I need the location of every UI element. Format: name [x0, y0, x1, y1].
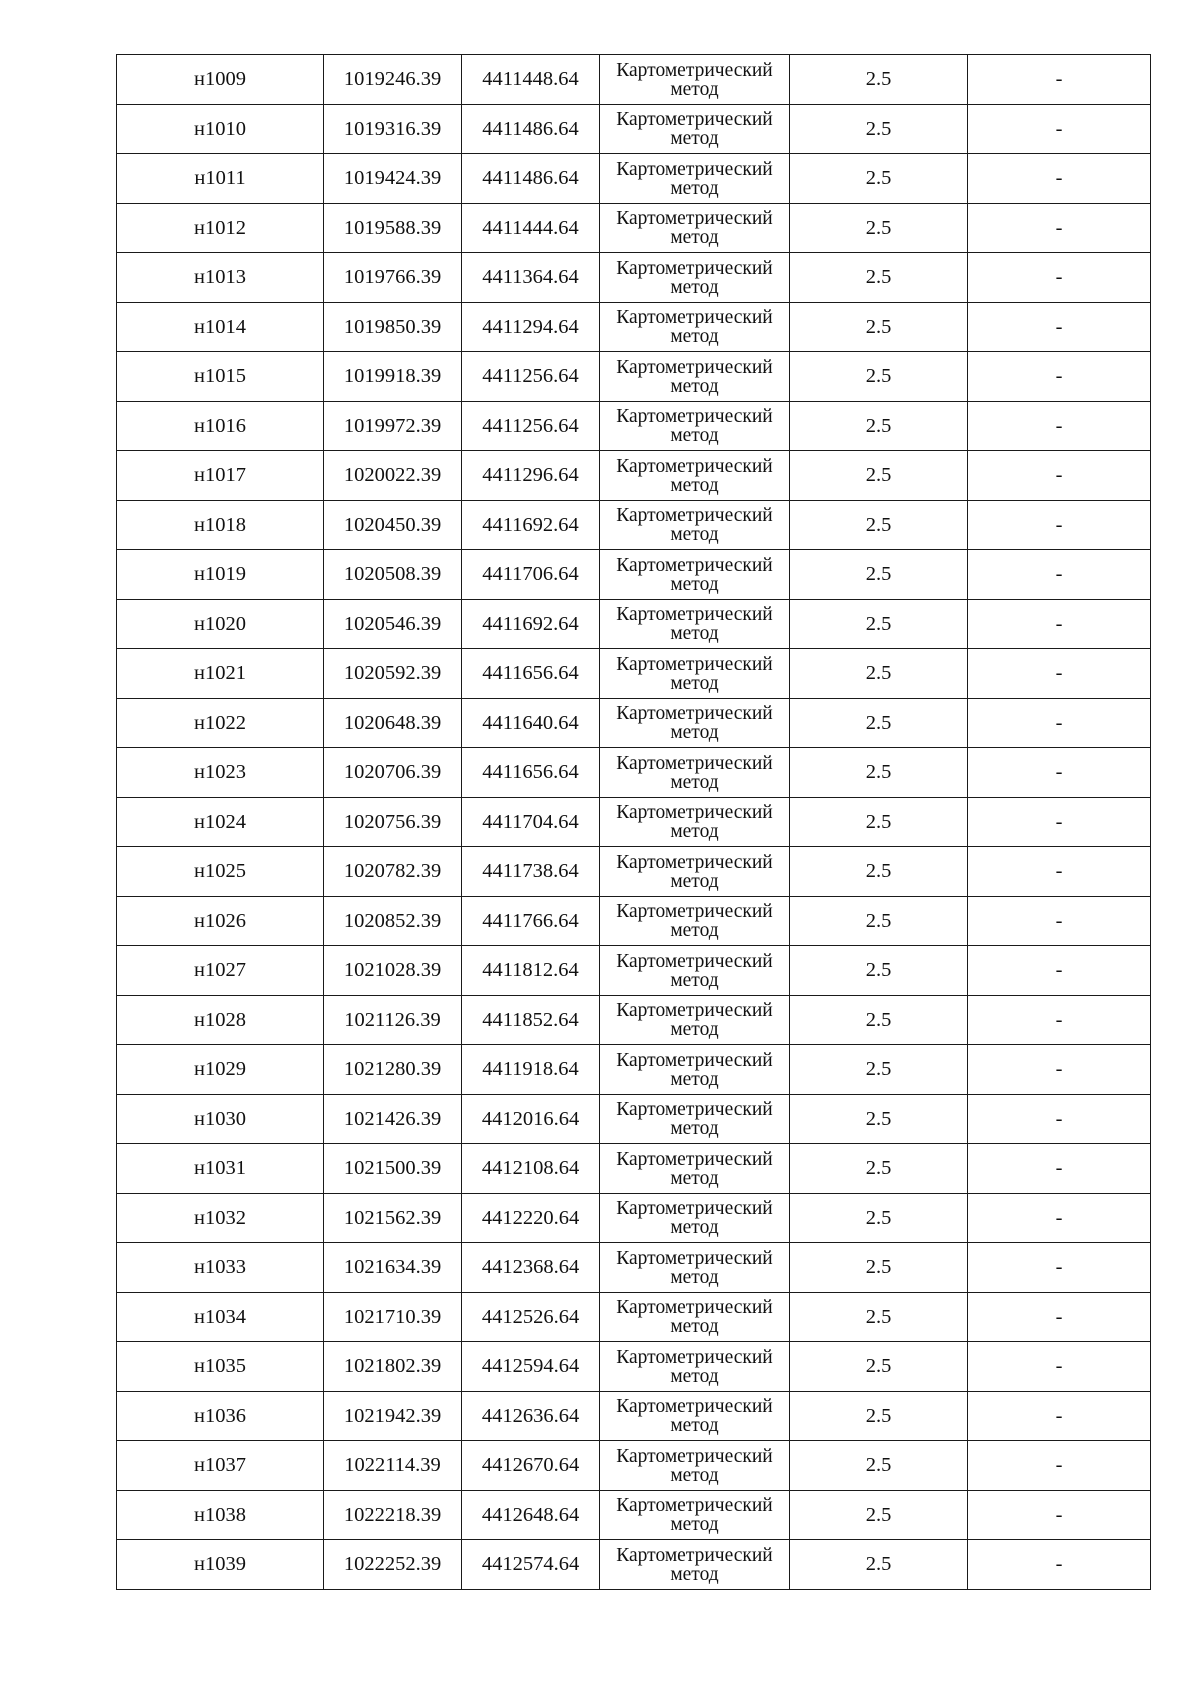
note-cell: -	[968, 649, 1151, 699]
accuracy-cell: 2.5	[790, 1045, 968, 1095]
method-line-1: Картометрический	[616, 1346, 773, 1368]
accuracy-cell: 2.5	[790, 748, 968, 798]
method-line-2: метод	[670, 1316, 719, 1338]
method-line-1: Картометрический	[616, 307, 773, 329]
accuracy-cell: 2.5	[790, 500, 968, 550]
note-cell: -	[968, 500, 1151, 550]
table-row	[117, 104, 1151, 154]
accuracy-cell: 2.5	[790, 1144, 968, 1194]
accuracy-cell: 2.5	[790, 797, 968, 847]
method-line-1: Картометрический	[616, 752, 773, 774]
point-number-cell: н1037	[117, 1441, 324, 1491]
note-cell: -	[968, 1391, 1151, 1441]
table-row	[117, 599, 1151, 649]
y-coordinate-cell: 4411296.64	[462, 451, 600, 501]
table-row	[117, 1292, 1151, 1342]
method-line-1: Картометрический	[616, 257, 773, 279]
accuracy-cell: 2.5	[790, 203, 968, 253]
y-coordinate-cell: 4411918.64	[462, 1045, 600, 1095]
accuracy-cell: 2.5	[790, 154, 968, 204]
table-row	[117, 352, 1151, 402]
method-cell	[600, 451, 790, 501]
method-line-1: Картометрический	[616, 604, 773, 626]
accuracy-cell: 2.5	[790, 896, 968, 946]
accuracy-cell: 2.5	[790, 302, 968, 352]
point-number-cell: н1013	[117, 253, 324, 303]
table-row	[117, 1391, 1151, 1441]
note-cell: -	[968, 302, 1151, 352]
method-cell	[600, 1193, 790, 1243]
accuracy-cell: 2.5	[790, 995, 968, 1045]
x-coordinate-cell: 1020508.39	[324, 550, 462, 600]
method-line-2: метод	[670, 524, 719, 546]
accuracy-cell: 2.5	[790, 55, 968, 105]
method-line-2: метод	[670, 573, 719, 595]
method-line-1: Картометрический	[616, 59, 773, 81]
accuracy-cell: 2.5	[790, 1540, 968, 1590]
y-coordinate-cell: 4412594.64	[462, 1342, 600, 1392]
method-cell	[600, 1144, 790, 1194]
note-cell: -	[968, 995, 1151, 1045]
y-coordinate-cell: 4411656.64	[462, 748, 600, 798]
method-line-2: метод	[670, 227, 719, 249]
y-coordinate-cell: 4412574.64	[462, 1540, 600, 1590]
method-line-1: Картометрический	[616, 901, 773, 923]
table-row	[117, 995, 1151, 1045]
y-coordinate-cell: 4411692.64	[462, 500, 600, 550]
y-coordinate-cell: 4411656.64	[462, 649, 600, 699]
method-line-2: метод	[670, 1514, 719, 1536]
accuracy-cell: 2.5	[790, 1094, 968, 1144]
method-cell	[600, 1292, 790, 1342]
y-coordinate-cell: 4412526.64	[462, 1292, 600, 1342]
x-coordinate-cell: 1020852.39	[324, 896, 462, 946]
y-coordinate-cell: 4412636.64	[462, 1391, 600, 1441]
method-cell	[600, 104, 790, 154]
method-cell	[600, 797, 790, 847]
y-coordinate-cell: 4412108.64	[462, 1144, 600, 1194]
method-cell	[600, 154, 790, 204]
method-cell	[600, 1243, 790, 1293]
accuracy-cell: 2.5	[790, 649, 968, 699]
note-cell: -	[968, 1193, 1151, 1243]
point-number-cell: н1017	[117, 451, 324, 501]
method-line-1: Картометрический	[616, 455, 773, 477]
x-coordinate-cell: 1019850.39	[324, 302, 462, 352]
method-cell	[600, 500, 790, 550]
method-cell	[600, 253, 790, 303]
x-coordinate-cell: 1022114.39	[324, 1441, 462, 1491]
y-coordinate-cell: 4412016.64	[462, 1094, 600, 1144]
table-row	[117, 1490, 1151, 1540]
accuracy-cell: 2.5	[790, 1243, 968, 1293]
x-coordinate-cell: 1019766.39	[324, 253, 462, 303]
table-row	[117, 847, 1151, 897]
point-number-cell: н1025	[117, 847, 324, 897]
table-row	[117, 1441, 1151, 1491]
method-line-1: Картометрический	[616, 1148, 773, 1170]
note-cell: -	[968, 797, 1151, 847]
method-line-2: метод	[670, 821, 719, 843]
x-coordinate-cell: 1021426.39	[324, 1094, 462, 1144]
table-row	[117, 946, 1151, 996]
x-coordinate-cell: 1021500.39	[324, 1144, 462, 1194]
method-line-2: метод	[670, 1217, 719, 1239]
coordinates-table-body	[117, 55, 1151, 1590]
y-coordinate-cell: 4412368.64	[462, 1243, 600, 1293]
method-cell	[600, 599, 790, 649]
table-row	[117, 1045, 1151, 1095]
y-coordinate-cell: 4411486.64	[462, 104, 600, 154]
accuracy-cell: 2.5	[790, 847, 968, 897]
coordinates-table	[116, 54, 1151, 1590]
x-coordinate-cell: 1020782.39	[324, 847, 462, 897]
point-number-cell: н1019	[117, 550, 324, 600]
y-coordinate-cell: 4411364.64	[462, 253, 600, 303]
method-line-2: метод	[670, 1464, 719, 1486]
note-cell: -	[968, 1094, 1151, 1144]
table-row	[117, 451, 1151, 501]
table-row	[117, 1094, 1151, 1144]
y-coordinate-cell: 4412648.64	[462, 1490, 600, 1540]
method-line-2: метод	[670, 1068, 719, 1090]
y-coordinate-cell: 4411640.64	[462, 698, 600, 748]
accuracy-cell: 2.5	[790, 253, 968, 303]
accuracy-cell: 2.5	[790, 104, 968, 154]
y-coordinate-cell: 4412670.64	[462, 1441, 600, 1491]
x-coordinate-cell: 1020706.39	[324, 748, 462, 798]
accuracy-cell: 2.5	[790, 946, 968, 996]
x-coordinate-cell: 1021942.39	[324, 1391, 462, 1441]
x-coordinate-cell: 1019246.39	[324, 55, 462, 105]
y-coordinate-cell: 4411852.64	[462, 995, 600, 1045]
x-coordinate-cell: 1022218.39	[324, 1490, 462, 1540]
x-coordinate-cell: 1021562.39	[324, 1193, 462, 1243]
y-coordinate-cell: 4411704.64	[462, 797, 600, 847]
x-coordinate-cell: 1021710.39	[324, 1292, 462, 1342]
accuracy-cell: 2.5	[790, 698, 968, 748]
method-line-2: метод	[670, 276, 719, 298]
y-coordinate-cell: 4411766.64	[462, 896, 600, 946]
x-coordinate-cell: 1019424.39	[324, 154, 462, 204]
point-number-cell: н1026	[117, 896, 324, 946]
method-line-2: метод	[670, 1415, 719, 1437]
note-cell: -	[968, 1045, 1151, 1095]
method-line-1: Картометрический	[616, 1297, 773, 1319]
table-row	[117, 203, 1151, 253]
table-row	[117, 748, 1151, 798]
accuracy-cell: 2.5	[790, 1391, 968, 1441]
note-cell: -	[968, 104, 1151, 154]
method-line-2: метод	[670, 375, 719, 397]
method-line-2: метод	[670, 128, 719, 150]
method-line-2: метод	[670, 177, 719, 199]
y-coordinate-cell: 4411444.64	[462, 203, 600, 253]
method-line-2: метод	[670, 1118, 719, 1140]
point-number-cell: н1011	[117, 154, 324, 204]
method-line-1: Картометрический	[616, 1544, 773, 1566]
x-coordinate-cell: 1022252.39	[324, 1540, 462, 1590]
note-cell: -	[968, 946, 1151, 996]
point-number-cell: н1029	[117, 1045, 324, 1095]
note-cell: -	[968, 1342, 1151, 1392]
method-cell	[600, 1540, 790, 1590]
method-line-1: Картометрический	[616, 208, 773, 230]
point-number-cell: н1009	[117, 55, 324, 105]
method-line-1: Картометрический	[616, 1396, 773, 1418]
x-coordinate-cell: 1021280.39	[324, 1045, 462, 1095]
y-coordinate-cell: 4412220.64	[462, 1193, 600, 1243]
method-cell	[600, 946, 790, 996]
method-line-2: метод	[670, 425, 719, 447]
method-line-1: Картометрический	[616, 950, 773, 972]
point-number-cell: н1020	[117, 599, 324, 649]
note-cell: -	[968, 1540, 1151, 1590]
x-coordinate-cell: 1019918.39	[324, 352, 462, 402]
method-line-1: Картометрический	[616, 802, 773, 824]
x-coordinate-cell: 1020022.39	[324, 451, 462, 501]
method-line-1: Картометрический	[616, 1247, 773, 1269]
note-cell: -	[968, 550, 1151, 600]
table-row	[117, 896, 1151, 946]
point-number-cell: н1023	[117, 748, 324, 798]
note-cell: -	[968, 401, 1151, 451]
method-line-2: метод	[670, 920, 719, 942]
table-row	[117, 401, 1151, 451]
method-cell	[600, 1342, 790, 1392]
method-cell	[600, 55, 790, 105]
method-cell	[600, 352, 790, 402]
table-row	[117, 797, 1151, 847]
point-number-cell: н1016	[117, 401, 324, 451]
point-number-cell: н1033	[117, 1243, 324, 1293]
point-number-cell: н1028	[117, 995, 324, 1045]
y-coordinate-cell: 4411812.64	[462, 946, 600, 996]
accuracy-cell: 2.5	[790, 1490, 968, 1540]
method-line-1: Картометрический	[616, 505, 773, 527]
y-coordinate-cell: 4411256.64	[462, 401, 600, 451]
method-line-1: Картометрический	[616, 1445, 773, 1467]
method-line-1: Картометрический	[616, 406, 773, 428]
point-number-cell: н1021	[117, 649, 324, 699]
x-coordinate-cell: 1020648.39	[324, 698, 462, 748]
note-cell: -	[968, 253, 1151, 303]
x-coordinate-cell: 1020546.39	[324, 599, 462, 649]
method-cell	[600, 401, 790, 451]
table-row	[117, 500, 1151, 550]
point-number-cell: н1031	[117, 1144, 324, 1194]
method-line-1: Картометрический	[616, 109, 773, 131]
method-line-2: метод	[670, 78, 719, 100]
x-coordinate-cell: 1021028.39	[324, 946, 462, 996]
method-cell	[600, 847, 790, 897]
note-cell: -	[968, 203, 1151, 253]
method-cell	[600, 748, 790, 798]
point-number-cell: н1024	[117, 797, 324, 847]
method-line-2: метод	[670, 969, 719, 991]
method-line-2: метод	[670, 474, 719, 496]
y-coordinate-cell: 4411706.64	[462, 550, 600, 600]
point-number-cell: н1014	[117, 302, 324, 352]
method-line-2: метод	[670, 722, 719, 744]
note-cell: -	[968, 451, 1151, 501]
method-line-1: Картометрический	[616, 1099, 773, 1121]
point-number-cell: н1035	[117, 1342, 324, 1392]
point-number-cell: н1022	[117, 698, 324, 748]
method-cell	[600, 302, 790, 352]
accuracy-cell: 2.5	[790, 599, 968, 649]
point-number-cell: н1015	[117, 352, 324, 402]
note-cell: -	[968, 1144, 1151, 1194]
note-cell: -	[968, 847, 1151, 897]
point-number-cell: н1032	[117, 1193, 324, 1243]
point-number-cell: н1039	[117, 1540, 324, 1590]
point-number-cell: н1038	[117, 1490, 324, 1540]
point-number-cell: н1036	[117, 1391, 324, 1441]
table-row	[117, 649, 1151, 699]
method-line-1: Картометрический	[616, 1000, 773, 1022]
accuracy-cell: 2.5	[790, 451, 968, 501]
note-cell: -	[968, 1490, 1151, 1540]
x-coordinate-cell: 1021634.39	[324, 1243, 462, 1293]
method-line-1: Картометрический	[616, 703, 773, 725]
method-line-2: метод	[670, 672, 719, 694]
method-cell	[600, 698, 790, 748]
method-line-1: Картометрический	[616, 158, 773, 180]
table-row	[117, 1193, 1151, 1243]
method-cell	[600, 1490, 790, 1540]
accuracy-cell: 2.5	[790, 550, 968, 600]
x-coordinate-cell: 1020592.39	[324, 649, 462, 699]
method-line-2: метод	[670, 623, 719, 645]
method-line-1: Картометрический	[616, 356, 773, 378]
method-cell	[600, 896, 790, 946]
x-coordinate-cell: 1019588.39	[324, 203, 462, 253]
method-line-2: метод	[670, 1019, 719, 1041]
accuracy-cell: 2.5	[790, 352, 968, 402]
point-number-cell: н1018	[117, 500, 324, 550]
point-number-cell: н1034	[117, 1292, 324, 1342]
x-coordinate-cell: 1021126.39	[324, 995, 462, 1045]
x-coordinate-cell: 1021802.39	[324, 1342, 462, 1392]
method-line-2: метод	[670, 1266, 719, 1288]
accuracy-cell: 2.5	[790, 401, 968, 451]
method-line-1: Картометрический	[616, 653, 773, 675]
accuracy-cell: 2.5	[790, 1292, 968, 1342]
method-cell	[600, 1441, 790, 1491]
point-number-cell: н1030	[117, 1094, 324, 1144]
table-row	[117, 1540, 1151, 1590]
method-line-1: Картометрический	[616, 1049, 773, 1071]
method-line-2: метод	[670, 870, 719, 892]
method-line-1: Картометрический	[616, 554, 773, 576]
x-coordinate-cell: 1020450.39	[324, 500, 462, 550]
point-number-cell: н1027	[117, 946, 324, 996]
y-coordinate-cell: 4411738.64	[462, 847, 600, 897]
method-cell	[600, 203, 790, 253]
y-coordinate-cell: 4411256.64	[462, 352, 600, 402]
y-coordinate-cell: 4411486.64	[462, 154, 600, 204]
method-cell	[600, 649, 790, 699]
accuracy-cell: 2.5	[790, 1441, 968, 1491]
note-cell: -	[968, 352, 1151, 402]
note-cell: -	[968, 55, 1151, 105]
method-line-2: метод	[670, 771, 719, 793]
table-row	[117, 55, 1151, 105]
accuracy-cell: 2.5	[790, 1342, 968, 1392]
note-cell: -	[968, 1292, 1151, 1342]
note-cell: -	[968, 1243, 1151, 1293]
method-line-2: метод	[670, 326, 719, 348]
table-row	[117, 698, 1151, 748]
note-cell: -	[968, 698, 1151, 748]
note-cell: -	[968, 1441, 1151, 1491]
table-row	[117, 302, 1151, 352]
y-coordinate-cell: 4411448.64	[462, 55, 600, 105]
x-coordinate-cell: 1020756.39	[324, 797, 462, 847]
note-cell: -	[968, 599, 1151, 649]
y-coordinate-cell: 4411692.64	[462, 599, 600, 649]
table-row	[117, 1243, 1151, 1293]
x-coordinate-cell: 1019316.39	[324, 104, 462, 154]
method-cell	[600, 1094, 790, 1144]
point-number-cell: н1012	[117, 203, 324, 253]
table-row	[117, 154, 1151, 204]
method-line-1: Картометрический	[616, 1198, 773, 1220]
method-line-2: метод	[670, 1563, 719, 1585]
table-row	[117, 253, 1151, 303]
method-cell	[600, 550, 790, 600]
method-cell	[600, 1391, 790, 1441]
table-row	[117, 1144, 1151, 1194]
note-cell: -	[968, 154, 1151, 204]
table-row	[117, 1342, 1151, 1392]
method-line-2: метод	[670, 1365, 719, 1387]
note-cell: -	[968, 748, 1151, 798]
note-cell: -	[968, 896, 1151, 946]
accuracy-cell: 2.5	[790, 1193, 968, 1243]
method-cell	[600, 1045, 790, 1095]
y-coordinate-cell: 4411294.64	[462, 302, 600, 352]
point-number-cell: н1010	[117, 104, 324, 154]
table-row	[117, 550, 1151, 600]
method-line-1: Картометрический	[616, 1495, 773, 1517]
method-line-1: Картометрический	[616, 851, 773, 873]
method-cell	[600, 995, 790, 1045]
x-coordinate-cell: 1019972.39	[324, 401, 462, 451]
method-line-2: метод	[670, 1167, 719, 1189]
